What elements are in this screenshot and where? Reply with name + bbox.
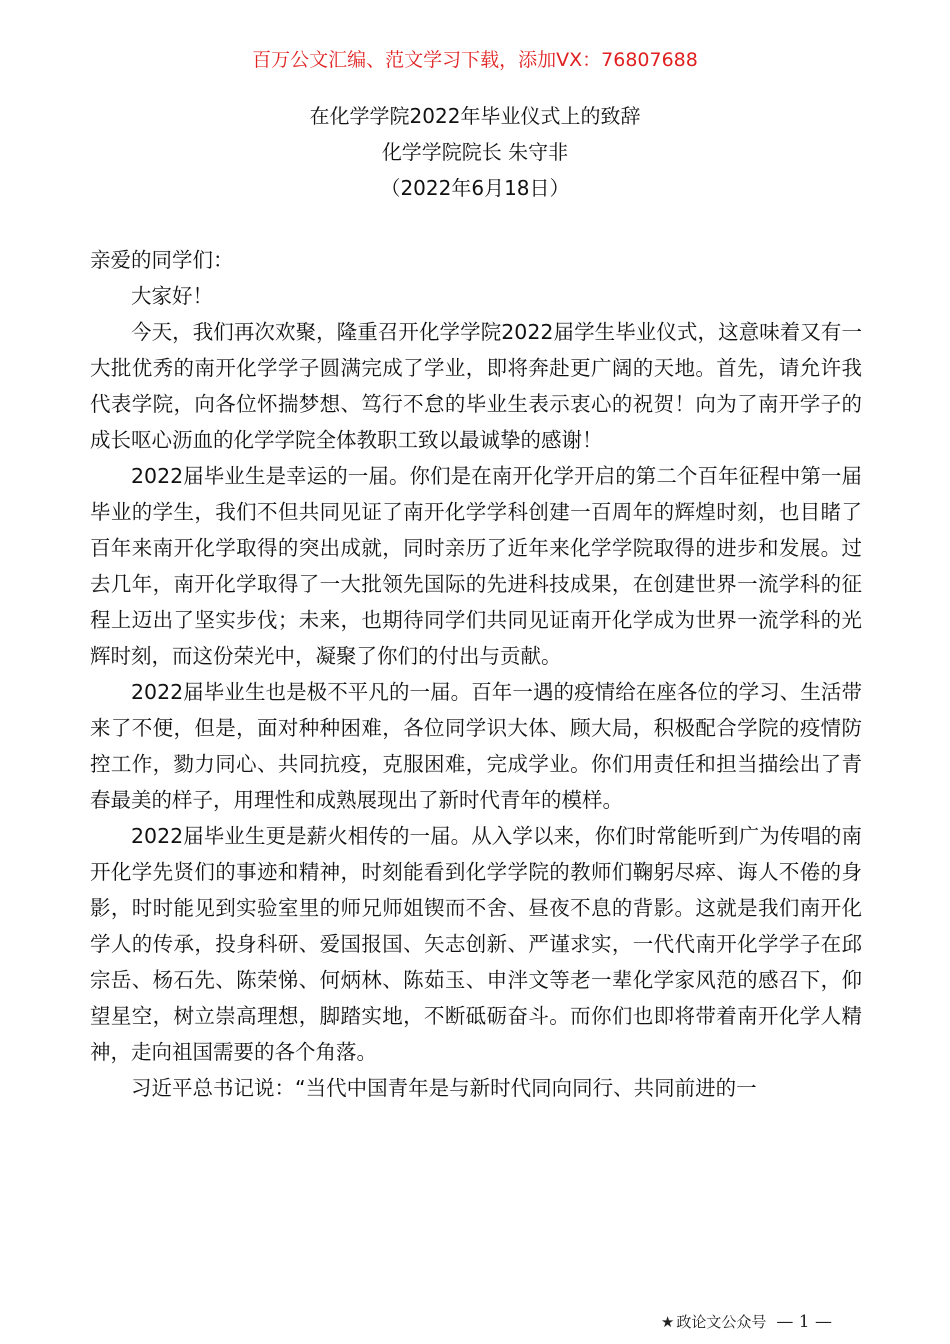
salutation: 亲爱的同学们： [90,248,234,272]
document-date: （2022年6月18日） [380,176,570,200]
page-footer [661,1310,832,1334]
star-icon: ★ [660,1313,675,1331]
body-paragraph: 今天，我们再次欢聚，隆重召开化学学院2022届学生毕业仪式，这意味着又有一大批优秀的南开化学学子圆满完成了学业，即将奔赴更广阔的天地。首先，请允许我代表学院，向各位怀揣梦想、笃行不怠的毕业生表示衷心的祝贺！向为了南开学子的成长呕心沥血的化学学院全体教职工致以最诚挚的感谢！ [90,320,862,452]
page-number: — 1 — [776,1312,832,1332]
document-header [0,98,950,206]
document-body [90,242,862,1106]
body-paragraph: 2022届毕业生更是薪火相传的一届。从入学以来，你们时常能听到广为传唱的南开化学先贤们的事迹和精神，时刻能看到化学学院的教师们鞠躬尽瘁、诲人不倦的身影，时时能见到实验室里的师兄师姐锲而不舍、昼夜不息的背影。这就是我们南开化学人的传承，投身科研、爱国报国、矢志创新、严谨求实，一代代南开化学学子在邱宗岳、杨石先、陈荣悌、何炳林、陈茹玉、申泮文等老一辈化学家风范的感召下，仰望星空，树立崇高理想，脚踏实地，不断砥砺奋斗。而你们也即将带着南开化学人精神，走向祖国需要的各个角落。 [90,824,862,1064]
document-author: 化学学院院长 朱守非 [381,140,569,164]
body-paragraph: 2022届毕业生也是极不平凡的一届。百年一遇的疫情给在座各位的学习、生活带来了不便，但是，面对种种困难，各位同学识大体、顾大局，积极配合学院的疫情防控工作，勠力同心、共同抗疫，克服困难，完成学业。你们用责任和担当描绘出了青春最美的样子，用理性和成熟展现出了新时代青年的模样。 [90,680,862,812]
body-paragraph: 习近平总书记说：“当代中国青年是与新时代同向同行、共同前进的一 [131,1076,757,1100]
greeting: 大家好！ [131,284,213,308]
body-paragraph: 2022届毕业生是幸运的一届。你们是在南开化学开启的第二个百年征程中第一届毕业的学生，我们不但共同见证了南开化学学科创建一百周年的辉煌时刻，也目睹了百年来南开化学取得的突出成就，同时亲历了近年来化学学院取得的进步和发展。过去几年，南开化学取得了一大批领先国际的先进科技成果，在创建世界一流学科的征程上迈出了坚实步伐；未来，也期待同学们共同见证南开化学成为世界一流学科的光辉时刻，而这份荣光中，凝聚了你们的付出与贡献。 [90,464,862,668]
promo-banner: 百万公文汇编、范文学习下载，添加VX：76807688 [252,49,698,71]
document-title: 在化学学院2022年毕业仪式上的致辞 [309,104,641,128]
footer-source: 政论文公众号 [676,1313,767,1331]
